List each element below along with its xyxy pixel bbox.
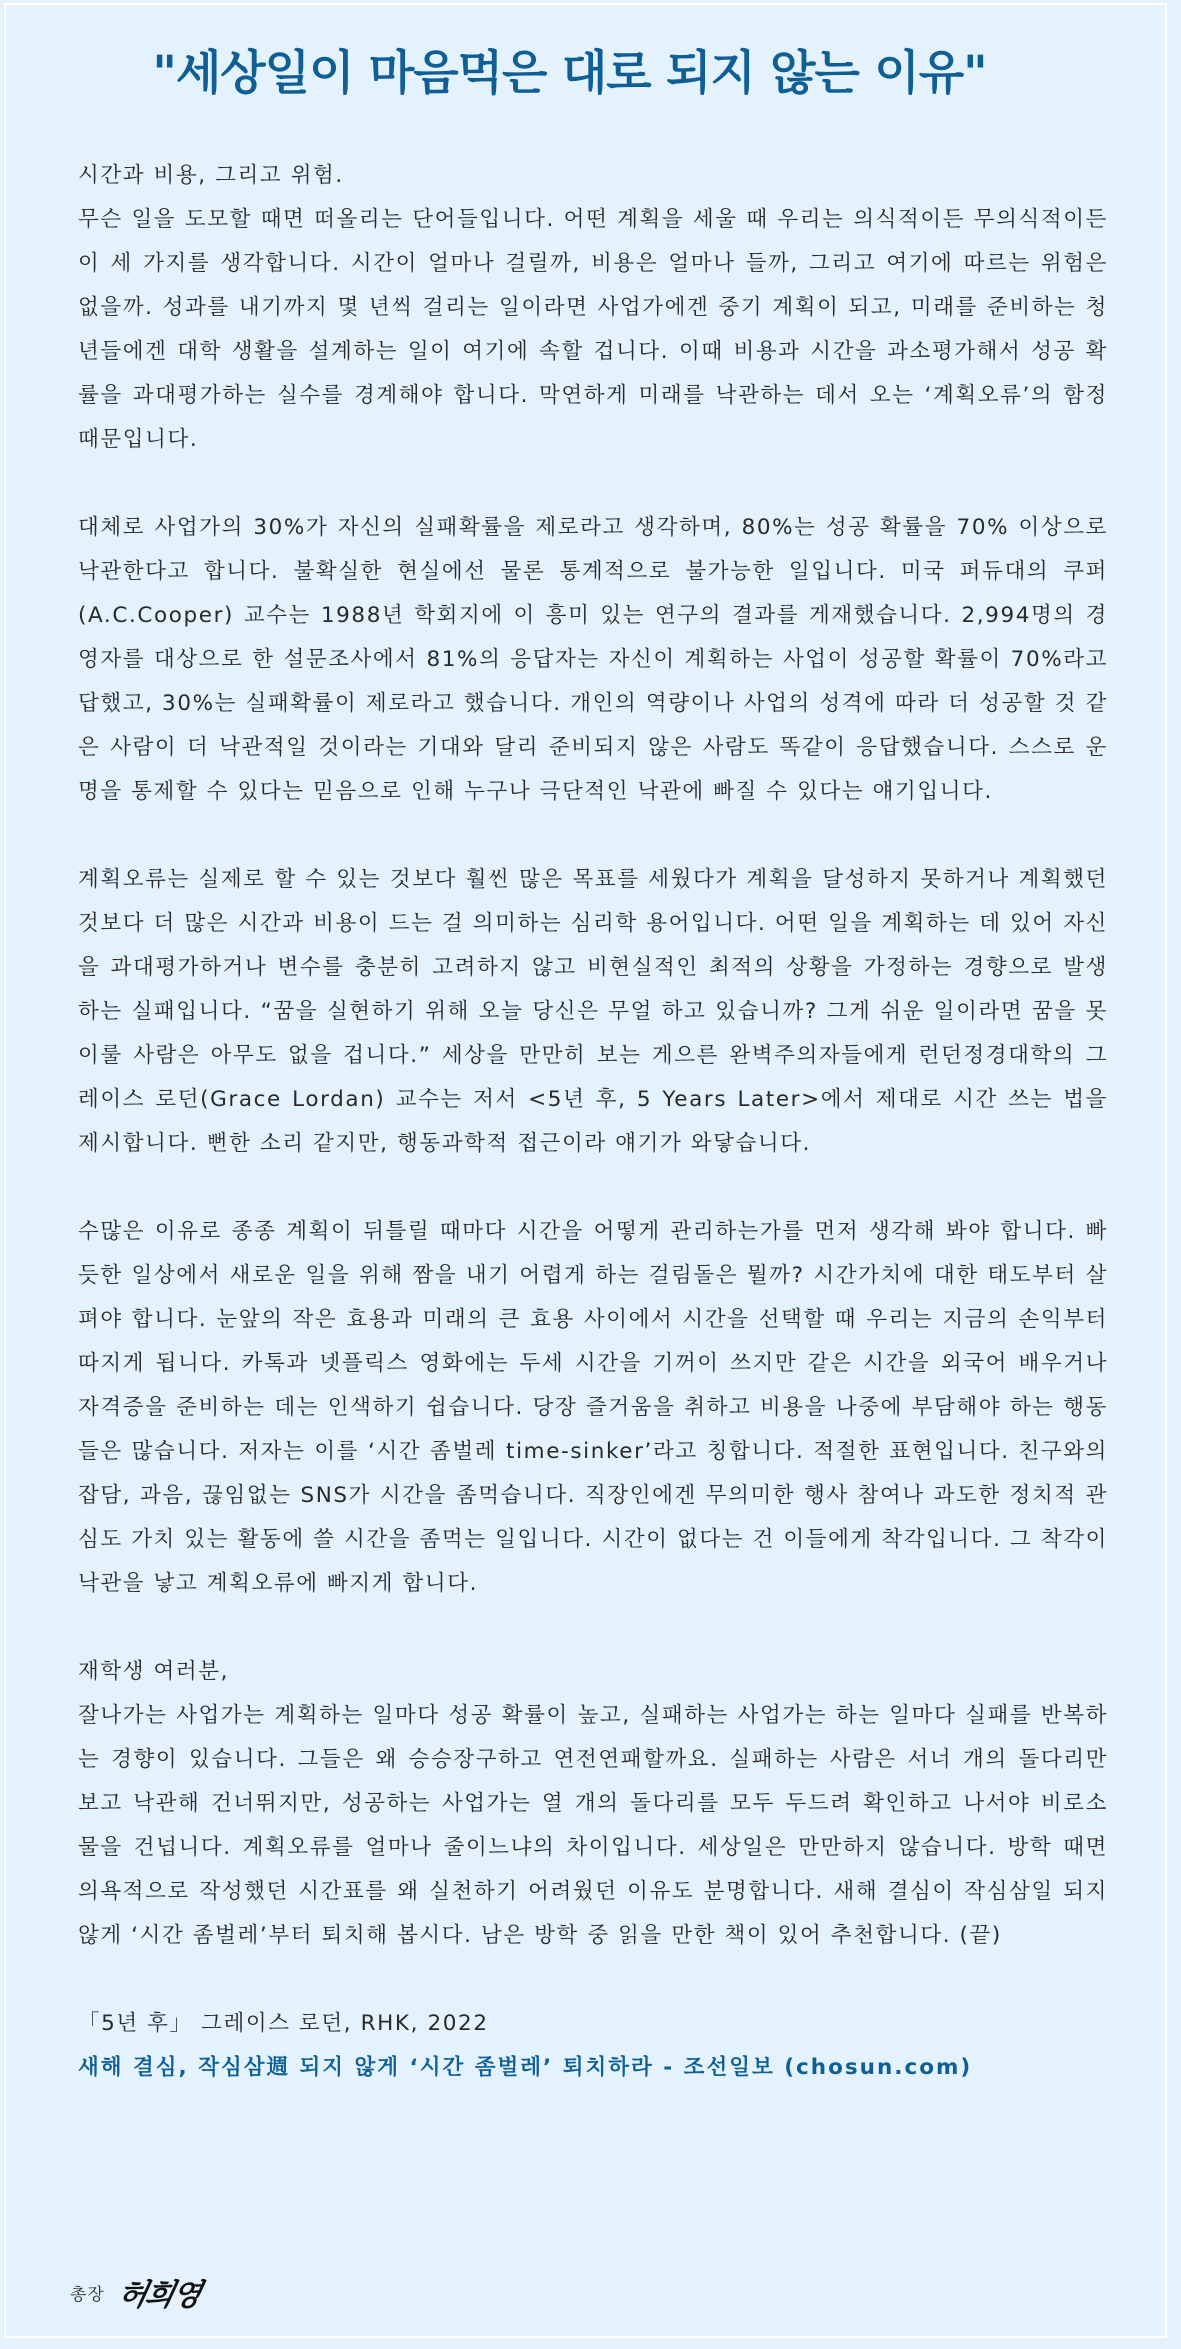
page-title: "세상일이 마음먹은 대로 되지 않는 이유" [152,46,987,101]
article-body [78,154,1108,2090]
paragraph-opening-line: 시간과 비용, 그리고 위험. [78,163,344,188]
signature-title: 총장 [70,2284,105,2305]
paragraph-statistics: 대체로 사업가의 30%가 자신의 실패확률을 제로라고 생각하며, 80%는 성공 확률을 70% 이상으로 낙관한다고 합니다. 불확실한 현실에선 물론 통계적으로 불가능한 일입니다. 미국 퍼듀대의 쿠퍼(A.C.Cooper) 교수는 1988년 학회지에 이 흥미 있는 연구의 결과를 게재했습니다. 2,994명의 경영자를 대상으로 한 설문조사에서 81%의 응답자는 자신이 계획하는 사업이 성공할 확률이 70%라고 답했고, 30%는 실패확률이 제로라고 했습니다. 개인의 역량이나 사업의 성격에 따라 더 성공할 것 같은 사람이 더 낙관적일 것이라는 기대와 달리 준비되지 않은 사람도 똑같이 응답했습니다. 스스로 운명을 통제할 수 있다는 믿음으로 인해 누구나 극단적인 낙관에 빠질 수 있다는 얘기입니다. [78,515,1108,804]
signature-block [70,2270,203,2314]
paragraph-time-sinker: 수많은 이유로 종종 계획이 뒤틀릴 때마다 시간을 어떻게 관리하는가를 먼저 생각해 봐야 합니다. 빠듯한 일상에서 새로운 일을 위해 짬을 내기 어렵게 하는 걸림돌은 뭘까? 시간가치에 대한 태도부터 살펴야 합니다. 눈앞의 작은 효용과 미래의 큰 효용 사이에서 시간을 선택할 때 우리는 지금의 손익부터 따지게 됩니다. 카톡과 넷플릭스 영화에는 두세 시간을 기꺼이 쓰지만 같은 시간을 외국어 배우거나 자격증을 준비하는 데는 인색하기 쉽습니다. 당장 즐거움을 취하고 비용을 나중에 부담해야 하는 행동들은 많습니다. 저자는 이를 ‘시간 좀벌레 time-sinker’라고 칭합니다. 적절한 표현입니다. 친구와의 잡담, 과음, 끊임없는 SNS가 시간을 좀먹습니다. 직장인에겐 무의미한 행사 참여나 과도한 정치적 관심도 가치 있는 활동에 쓸 시간을 좀먹는 일입니다. 시간이 없다는 건 이들에게 착각입니다. 그 착각이 낙관을 낳고 계획오류에 빠지게 합니다. [78,1219,1108,1596]
reference-link[interactable]: 새해 결심, 작심삼週 되지 않게 ‘시간 좀벌레’ 퇴치하라 - 조선일보 (chosun.com) [78,2055,973,2080]
paragraph-conclusion: 잘나가는 사업가는 계획하는 일마다 성공 확률이 높고, 실패하는 사업가는 하는 일마다 실패를 반복하는 경향이 있습니다. 그들은 왜 승승장구하고 연전연패할까요. 실패하는 사람은 서너 개의 돌다리만 보고 낙관해 건너뛰지만, 성공하는 사업가는 열 개의 돌다리를 모두 두드려 확인하고 나서야 비로소 물을 건넙니다. 계획오류를 얼마나 줄이느냐의 차이입니다. 세상일은 만만하지 않습니다. 방학 때면 의욕적으로 작성했던 시간표를 왜 실천하기 어려웠던 이유도 분명합니다. 새해 결심이 작심삼일 되지 않게 ‘시간 좀벌레’부터 퇴치해 봅시다. 남은 방학 중 읽을 만한 책이 있어 추천합니다. (끝) [78,1703,1108,1948]
paragraph-intro: 무슨 일을 도모할 때면 떠올리는 단어들입니다. 어떤 계획을 세울 때 우리는 의식적이든 무의식적이든 이 세 가지를 생각합니다. 시간이 얼마나 걸릴까, 비용은 얼마나 들까, 그리고 여기에 따르는 위험은 없을까. 성과를 내기까지 몇 년씩 걸리는 일이라면 사업가에겐 중기 계획이 되고, 미래를 준비하는 청년들에겐 대학 생활을 설계하는 일이 여기에 속할 겁니다. 이때 비용과 시간을 과소평가해서 성공 확률을 과대평가하는 실수를 경계해야 합니다. 막연하게 미래를 낙관하는 데서 오는 ‘계획오류’의 함정 때문입니다. [78,207,1108,452]
signature-name: 허희영 [114,2278,203,2313]
paragraph-planning-fallacy: 계획오류는 실제로 할 수 있는 것보다 훨씬 많은 목표를 세웠다가 계획을 달성하지 못하거나 계획했던 것보다 더 많은 시간과 비용이 드는 걸 의미하는 심리학 용어입니다. 어떤 일을 계획하는 데 있어 자신을 과대평가하거나 변수를 충분히 고려하지 않고 비현실적인 최적의 상황을 가정하는 경향으로 발생하는 실패입니다. “꿈을 실현하기 위해 오늘 당신은 무얼 하고 있습니까? 그게 쉬운 일이라면 꿈을 못 이룰 사람은 아무도 없을 겁니다.” 세상을 만만히 보는 게으른 완벽주의자들에게 런던정경대학의 그레이스 로던(Grace Lordan) 교수는 저서 <5년 후, 5 Years Later>에서 제대로 시간 쓰는 법을 제시합니다. 뻔한 소리 같지만, 행동과학적 접근이라 얘기가 와닿습니다. [78,867,1108,1156]
paragraph-greeting: 재학생 여러분, [78,1659,230,1684]
reference-book: 「5년 후」 그레이스 로던, RHK, 2022 [78,2011,489,2036]
